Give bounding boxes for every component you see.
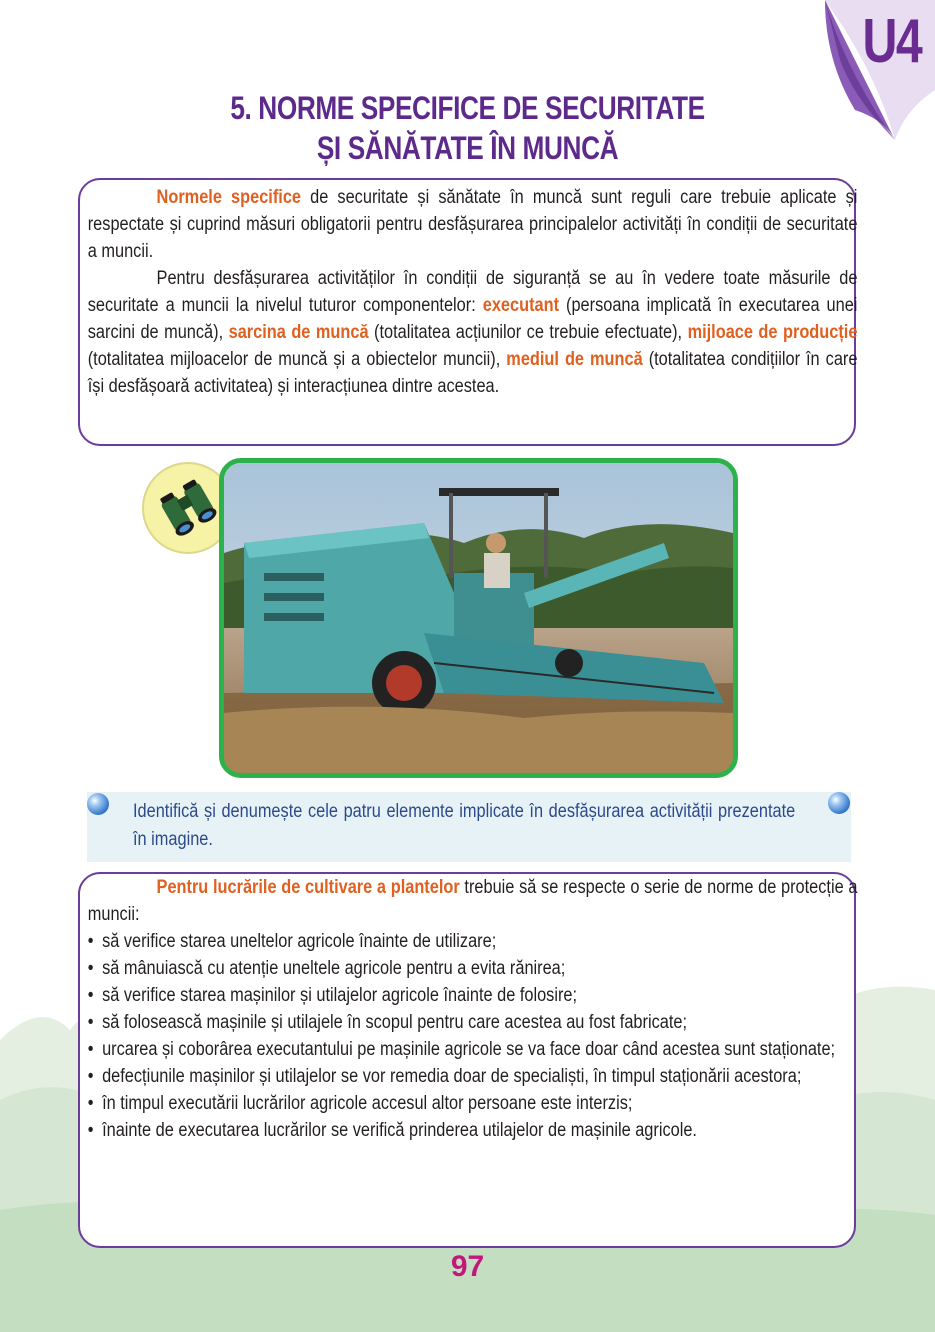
- title-line-2: ȘI SĂNĂTATE ÎN MUNCĂ: [316, 130, 619, 166]
- term-sarcina-de-munca: sarcina de muncă: [228, 322, 369, 343]
- p2-text-c: (totalitatea acțiunilor ce trebuie efectuate),: [368, 322, 688, 343]
- list-item: • să verifice starea mașinilor și utilajelor agricole înainte de folosire;: [88, 982, 858, 1009]
- title-line-1: 5. NORME SPECIFICE DE SECURITATE: [230, 90, 705, 126]
- rules-intro: [88, 874, 858, 928]
- blue-bullet-icon: [828, 792, 850, 814]
- intro-box: [78, 178, 856, 446]
- blue-bullet-icon: [87, 793, 109, 815]
- rules-list: [88, 928, 858, 1144]
- intro-paragraph-1: [88, 184, 858, 265]
- term-mijloace-de-productie: mijloace de producție: [687, 322, 858, 343]
- rules-intro-text: trebuie să se respecte o serie de norme de protecție a muncii:: [87, 877, 858, 925]
- list-item: • înainte de executarea lucrărilor se verifică prinderea utilajelor de mașinile agricole.: [88, 1117, 858, 1144]
- combine-harvester-photo: [219, 458, 738, 778]
- list-item: • în timpul executării lucrărilor agricole accesul altor persoane este interzis;: [88, 1090, 858, 1117]
- list-item: • urcarea și coborârea executantului pe mașinile agricole se va face doar când acestea sunt staționate;: [88, 1036, 858, 1063]
- task-text: Identifică și denumește cele patru elemente implicate în desfășurarea activității prezentate în imagine.: [133, 801, 796, 850]
- list-item: • defecțiunile mașinilor și utilajelor se vor remedia doar de specialiști, în timpul staționării acestora;: [88, 1063, 858, 1090]
- p2-text-b: (persoana implicată în executarea unei sarcini de muncă),: [87, 295, 858, 343]
- intro-paragraph-1-text: de securitate și sănătate în muncă sunt reguli care trebuie aplicate și respectate și cuprind măsuri obligatorii pentru desfășurarea principalelor activități în condiții de securitate a muncii.: [87, 187, 858, 262]
- term-lucrarile-de-cultivare: Pentru lucrările de cultivare a plantelor: [156, 877, 460, 898]
- term-normele-specifice: Normele specifice: [156, 187, 301, 208]
- p2-text-e: (totalitatea condițiilor în care își desfășoară activitatea) și interacțiunea dintre acestea.: [87, 349, 858, 397]
- p2-text-a: Pentru desfășurarea activităților în condiții de siguranță se au în vedere toate măsurile de securitate a muncii la nivelul tuturor componentelor:: [87, 268, 858, 316]
- list-item: • să mânuiască cu atenție uneltele agricole pentru a evita rănirea;: [88, 955, 858, 982]
- page-number: 97: [450, 1250, 485, 1283]
- page-title: [0, 88, 935, 168]
- list-item: • să verifice starea uneltelor agricole înainte de utilizare;: [88, 928, 858, 955]
- term-executant: executant: [482, 295, 560, 316]
- term-mediul-de-munca: mediul de muncă: [506, 349, 643, 370]
- p2-text-d: (totalitatea mijloacelor de muncă și a obiectelor muncii),: [87, 349, 507, 370]
- intro-paragraph-2: [88, 265, 858, 400]
- unit-tab-label: U4: [862, 7, 921, 76]
- list-item: • să folosească mașinile și utilajele în scopul pentru care acestea au fost fabricate;: [88, 1009, 858, 1036]
- rules-box: [78, 872, 856, 1248]
- task-banner: [87, 792, 851, 862]
